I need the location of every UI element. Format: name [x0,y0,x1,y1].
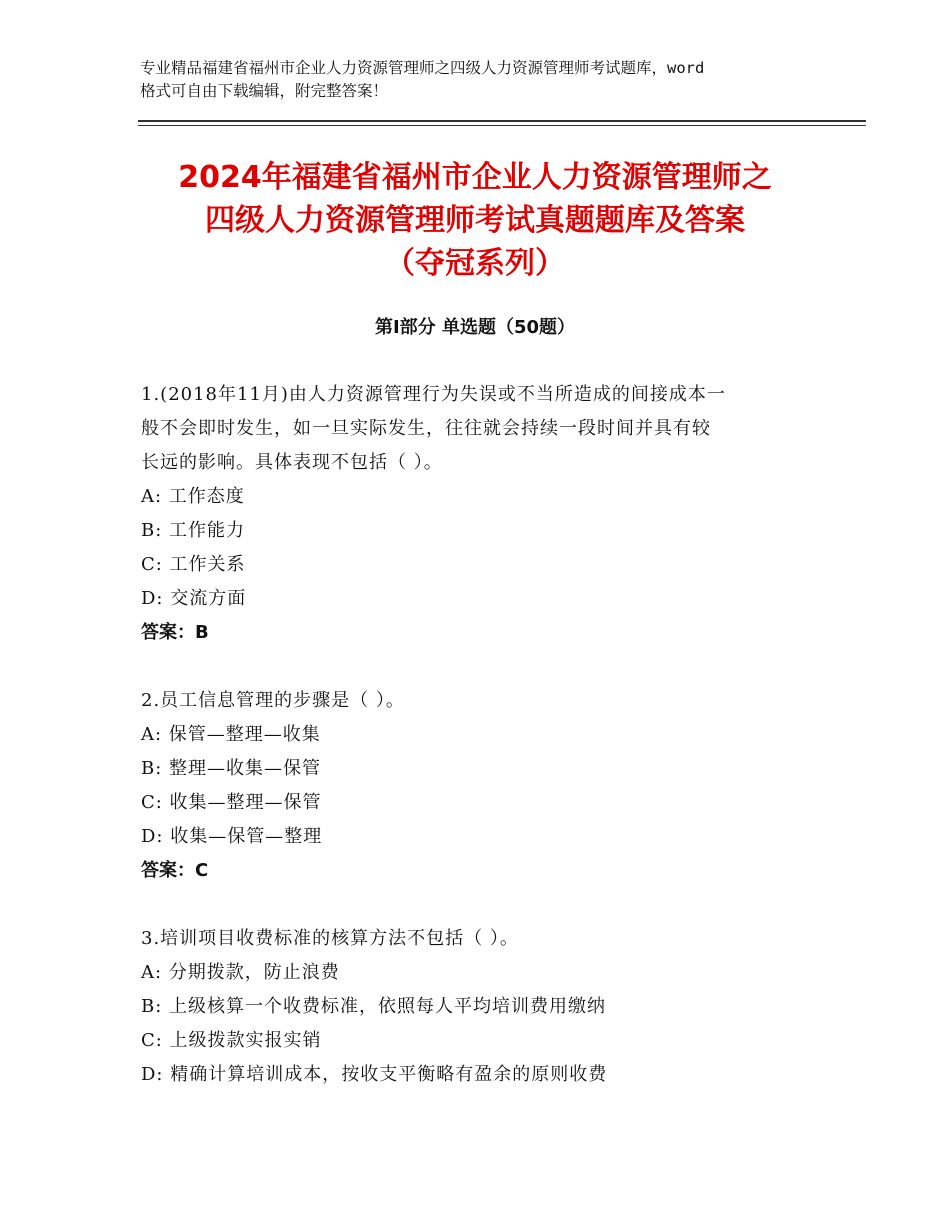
header-divider [138,125,866,126]
question-item [141,378,821,650]
option-a: A: 分期拨款，防止浪费 [141,962,340,983]
answer-line: 答案：C [141,860,209,881]
document-title [100,156,850,285]
title-line: 2024年福建省福州市企业人力资源管理师之 [178,160,772,195]
header-note [140,57,830,103]
title-line: （夺冠系列） [385,246,565,281]
option-d: D: 交流方面 [141,588,247,609]
question-stem-line: 般不会即时发生，如一旦实际发生，往往就会持续一段时间并具有较 [141,418,711,439]
option-b: B: 整理—收集—保管 [141,758,322,779]
question-stem-line: 3.培训项目收费标准的核算方法不包括（ ）。 [141,928,519,949]
option-c: C: 收集—整理—保管 [141,792,322,813]
question-stem-line: 长远的影响。具体表现不包括（ ）。 [141,452,443,473]
section-title: 第Ⅰ部分 单选题（50题） [374,317,575,338]
title-line: 四级人力资源管理师考试真题题库及答案 [205,203,745,238]
header-note-line: 专业精品福建省福州市企业人力资源管理师之四级人力资源管理师考试题库，word [140,59,705,77]
option-a: A: 保管—整理—收集 [141,724,321,745]
header-divider [138,120,866,122]
question-list [141,378,821,1126]
option-b: B: 上级核算一个收费标准，依照每人平均培训费用缴纳 [141,996,607,1017]
answer-line: 答案：B [141,622,209,643]
question-stem-line: 1.(2018年11月)由人力资源管理行为失误或不当所造成的间接成本一 [141,384,726,405]
option-d: D: 精确计算培训成本，按收支平衡略有盈余的原则收费 [141,1064,608,1085]
option-c: C: 上级拨款实报实销 [141,1030,322,1051]
option-b: B: 工作能力 [141,520,246,541]
option-c: C: 工作关系 [141,554,246,575]
header-note-line: 格式可自由下载编辑，附完整答案！ [140,82,389,100]
option-d: D: 收集—保管—整理 [141,826,323,847]
option-a: A: 工作态度 [141,486,245,507]
question-item [141,684,821,888]
question-stem-line: 2.员工信息管理的步骤是（ ）。 [141,690,405,711]
question-item [141,922,821,1092]
